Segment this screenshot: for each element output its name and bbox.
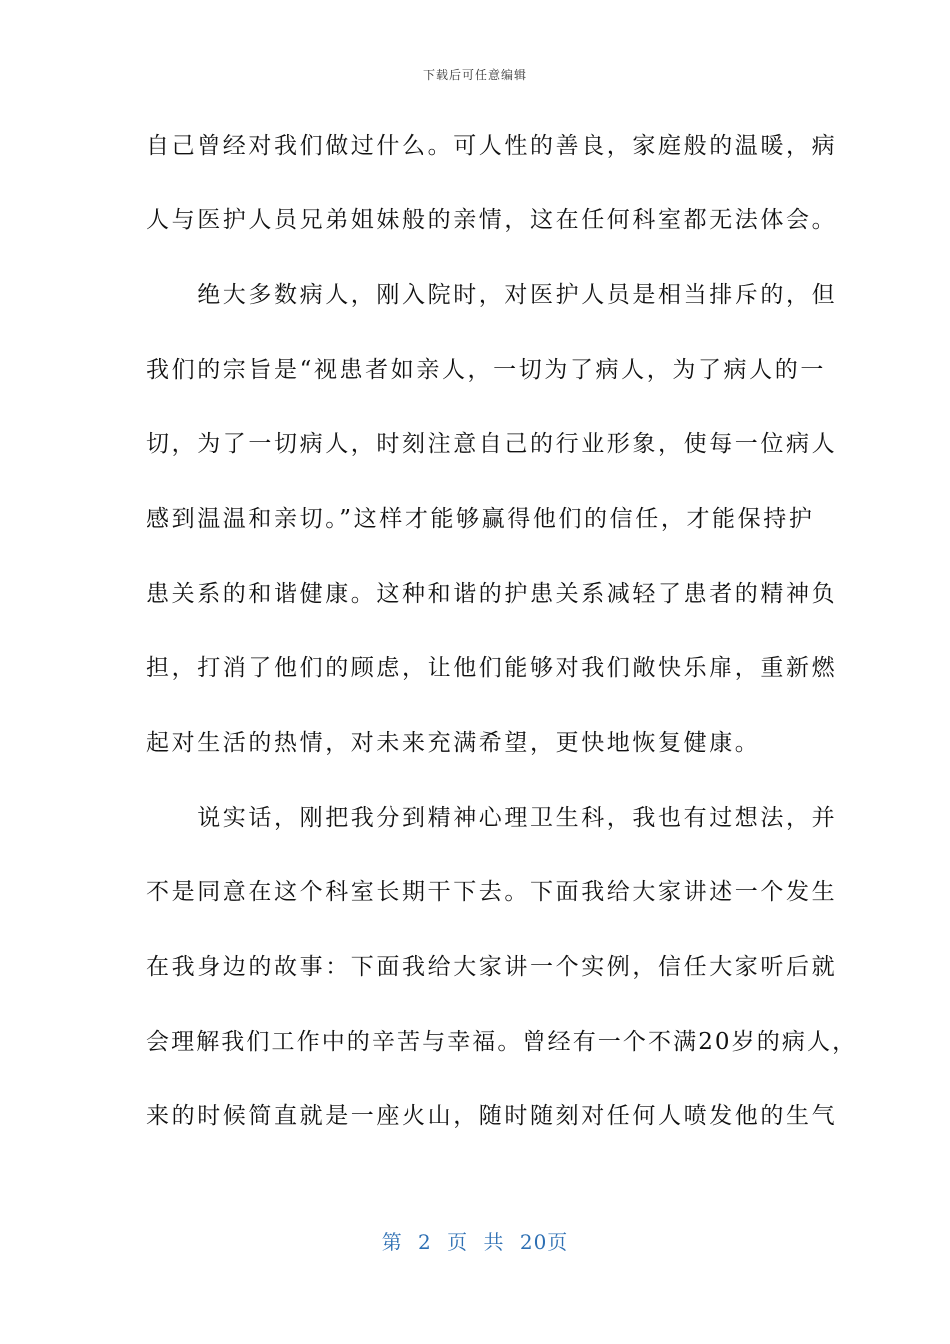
text-line: 切，为了一切病人，时刻注意自己的行业形象，使每一位病人: [146, 431, 838, 457]
text-line: 来的时候简直就是一座火山，随时随刻对任何人喷发他的生气: [146, 1103, 838, 1129]
footer-label-page: 页: [447, 1230, 469, 1254]
total-pages: 20页: [519, 1230, 569, 1254]
text-line: 不是同意在这个科室长期干下去。下面我给大家讲述一个发生: [146, 879, 838, 905]
footer-label-prefix: 第: [381, 1230, 403, 1254]
current-page-number: 2: [418, 1230, 432, 1254]
text-line: 担，打消了他们的顾虑，让他们能够对我们敞快乐扉，重新燃: [146, 655, 838, 681]
text-line: 会理解我们工作中的辛苦与幸福。曾经有一个不满20岁的病人，: [146, 1029, 858, 1055]
text-line: 说实话，刚把我分到精神心理卫生科，我也有过想法，并: [146, 805, 838, 831]
text-line: 在我身边的故事：下面我给大家讲一个实例，信任大家听后就: [146, 954, 838, 980]
text-line: 绝大多数病人，刚入院时，对医护人员是相当排斥的，但: [146, 282, 838, 308]
text-line: 患关系的和谐健康。这种和谐的护患关系减轻了患者的精神负: [146, 581, 838, 607]
text-line: 感到温温和亲切。”这样才能够赢得他们的信任，才能保持护: [146, 506, 815, 532]
header-note: 下载后可任意编辑: [422, 68, 527, 82]
text-line: 人与医护人员兄弟姐妹般的亲情，这在任何科室都无法体会。: [146, 207, 838, 233]
text-line: 起对生活的热情，对未来充满希望，更快地恢复健康。: [146, 730, 761, 756]
footer-label-total: 共: [483, 1230, 505, 1254]
text-line: 我们的宗旨是“视患者如亲人，一切为了病人，为了病人的一: [146, 357, 826, 383]
page-number-footer: [0, 1226, 950, 1255]
text-line: 自己曾经对我们做过什么。可人性的善良，家庭般的温暖，病: [146, 133, 838, 159]
